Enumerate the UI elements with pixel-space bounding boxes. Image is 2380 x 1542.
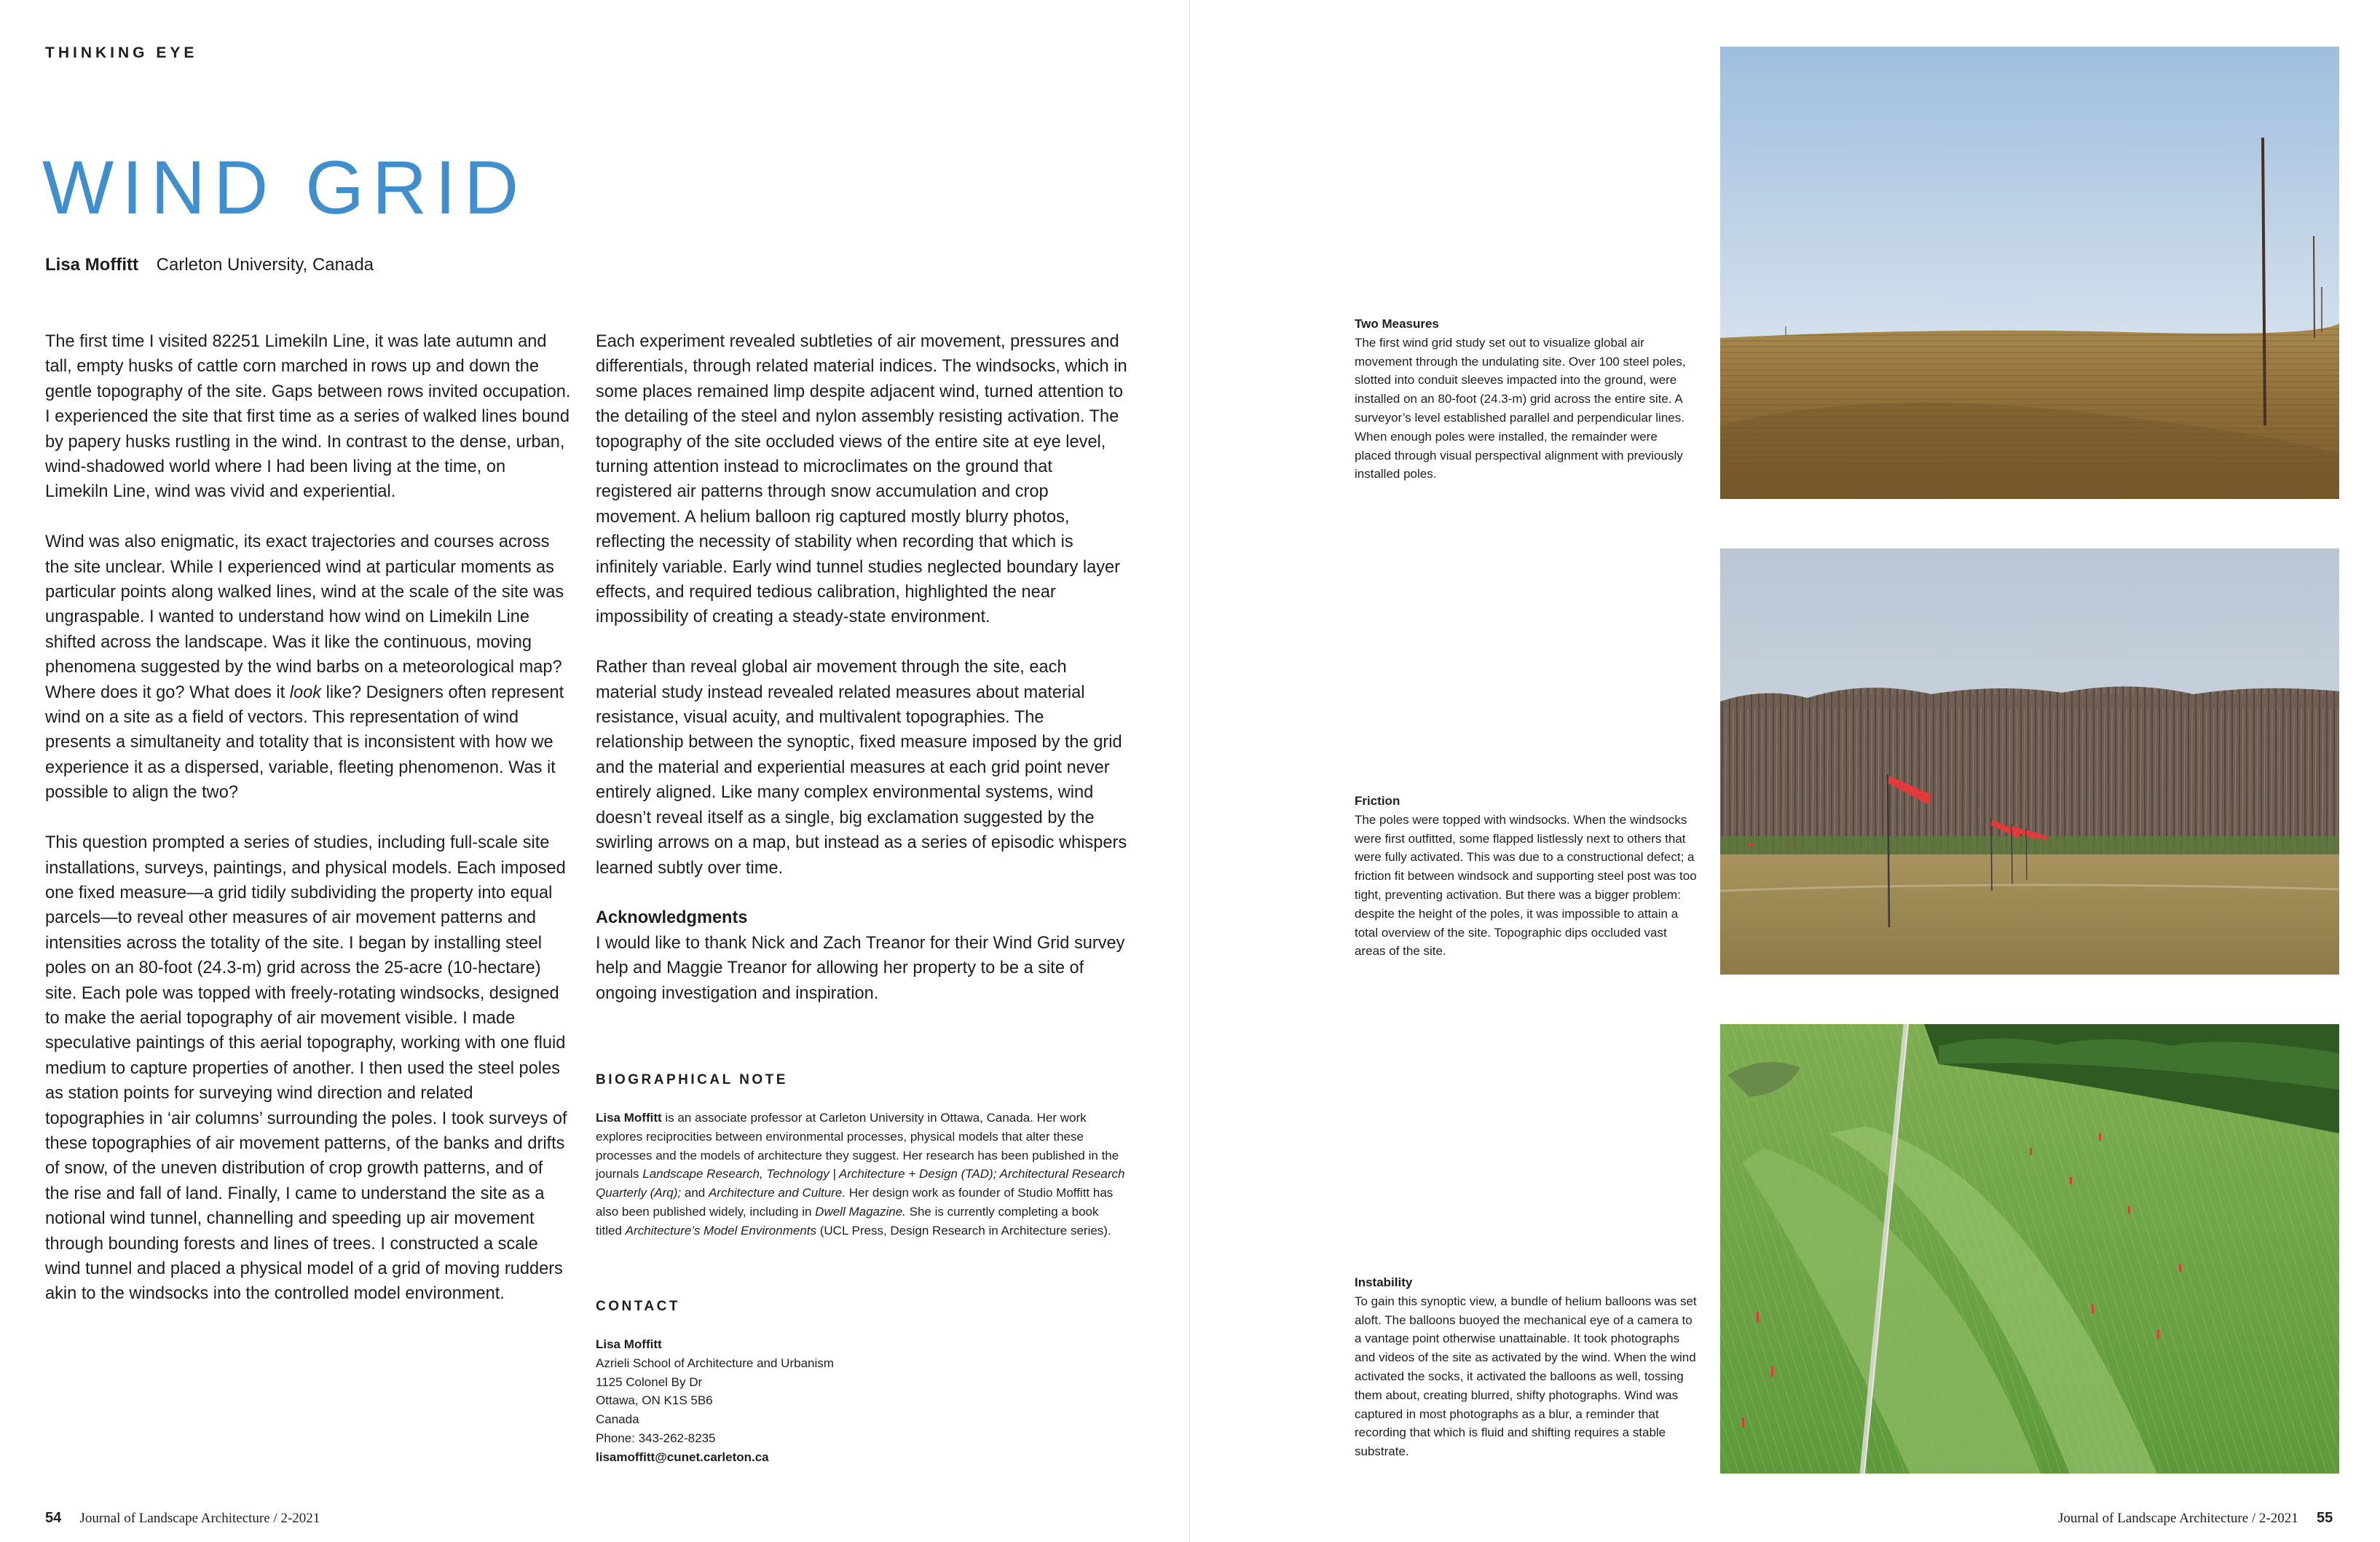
page-number-right: 55 [2317,1510,2333,1526]
contact-line: Azrieli School of Architecture and Urbanism [596,1356,834,1370]
body-paragraph: The first time I visited 82251 Limekiln Line, it was late autumn and tall, empty husks of cattle corn marched in rows up and down the gentle topography of the site. Gaps between rows invited occupation. I experienced the site that first time as a series of walked lines bound by papery husks rustling in the wind. In contrast to the dense, urban, wind-shadowed world where I had been living at the time, on Limekiln Line, wind was vivid and experiential. [45,332,571,502]
caption-instability [1355,1273,1697,1461]
contact-name: Lisa Moffitt [596,1337,662,1351]
photo-aerial-field [1720,1024,2339,1474]
body-column-1 [45,329,571,1331]
footer-left [45,1510,320,1527]
page-number-left: 54 [45,1510,62,1526]
caption-two-measures [1355,315,1697,484]
caption-title: Two Measures [1355,317,1439,331]
bio-text: Lisa Moffitt is an associate professor at Carleton University in Ottawa, Canada. Her work explores reciprocities between environmental processes, physical models that alter these processes and the models of architecture they suggest. Her research has been published in the journals Landscape Research, Technology | Architecture + Design (TAD); Architectural Research Quarterly (Arq); and Architecture and Culture. Her design work as founder of Studio Moffitt has also been published widely, including in Dwell Magazine. She is currently completing a book titled Architecture’s Model Environments (UCL Press, Design Research in Architecture series). [596,1111,1125,1238]
body-paragraph: This question prompted a series of studies, including full-scale site installations, surveys, paintings, and physical models. Each imposed one fixed measure—a grid tidily subdividing the property into equal parcels—to reveal other measures of air movement patterns and intensities across the totality of the site. I began by installing steel poles on an 80-foot (24.3-m) grid across the 25-acre (10-hectare) site. Each pole was topped with freely-rotating windsocks, designed to make the aerial topography of air movement visible. I made speculative paintings of this aerial topography, working with one fluid medium to capture properties of another. I then used the steel poles as station points for surveying wind direction and related topographies in ‘air columns’ surrounding the poles. I took surveys of these topographies of air movement patterns, of the banks and drifts of snow, of the uneven distribution of crop growth patterns, and of the rise and fall of land. Finally, I came to understand the site as a notional wind tunnel, channelling and speeding up air movement through bounding forests and lines of trees. I constructed a scale wind tunnel and placed a physical model of a grid of moving rudders akin to the windsocks into the controlled model environment. [45,833,567,1304]
body-paragraph: Rather than reveal global air movement through the site, each material study instead revealed related measures about material resistance, visual acuity, and multivalent topographies. The relationship between the synoptic, fixed measure imposed by the grid and the material and experiential measures at each grid point never entirely aligned. Like many complex environmental systems, wind doesn’t reveal itself as a single, big exclamation suggested by the swirling arrows on a map, but instead as a series of episodic whispers learned subtly over time. [596,658,1127,878]
journal-name: Journal of Landscape Architecture / 2-2021 [79,1511,320,1526]
caption-text: The poles were topped with windsocks. When the windsocks were first outfitted, some flapped listlessly next to others that were fully activated. This was due to a constructional defect; a friction fit between windsock and supporting steel post was too tight, preventing activation. But there was a bigger problem: despite the height of the poles, it was impossible to attain a total overview of the site. Topographic dips occluded vast areas of the site. [1355,812,1697,959]
byline [45,255,374,275]
body-paragraph: Wind was also enigmatic, its exact trajectories and courses across the site unclear. While I experienced wind at particular moments as particular points along walked lines, wind at the scale of the site was ungraspable. I wanted to understand how wind on Limekiln Line shifted across the landscape. Was it like the continuous, moving phenomena suggested by the wind barbs on a meteorological map? Where does it go? What does it look like? Designers often represent wind on a site as a field of vectors. This representation of wind presents a simultaneity and totality that is inconsistent with how we experience it as a dispersed, variable, fleeting phenomenon. Was it possible to align the two? [45,532,564,803]
photo-windsocks [1720,548,2339,975]
contact-line: Canada [596,1412,639,1427]
caption-friction [1355,792,1697,961]
photo-field-poles [1720,47,2339,499]
acknowledgments-text: I would like to thank Nick and Zach Treanor for their Wind Grid survey help and Maggie Treanor for allowing her property to be a site of ongoing investigation and inspiration. [596,933,1125,1003]
article-title: WIND GRID [42,146,527,230]
contact-line: Phone: 343-262-8235 [596,1431,716,1445]
author-affiliation: Carleton University, Canada [156,255,374,275]
bio-heading: BIOGRAPHICAL NOTE [596,1072,788,1087]
journal-name: Journal of Landscape Architecture / 2-2021 [2058,1511,2298,1526]
contact-line: Ottawa, ON K1S 5B6 [596,1393,713,1408]
section-label: THINKING EYE [45,44,198,61]
contact-block [596,1335,1127,1467]
contact-heading: CONTACT [596,1299,680,1314]
acknowledgments-heading: Acknowledgments [596,908,748,928]
contact-line: 1125 Colonel By Dr [596,1374,703,1389]
caption-text: To gain this synoptic view, a bundle of helium balloons was set aloft. The balloons buoyed the mechanical eye of a camera to a vantage point otherwise unattainable. It took photographs and videos of the site as activated by the wind. When the wind activated the socks, it activated the balloons as well, tossing them about, creating blurred, shifty photographs. Wind was captured in most photographs as a blur, a reminder that recording that which is fluid and shifting requires a stable substrate. [1355,1294,1697,1459]
contact-email[interactable]: lisamoffitt@cunet.carleton.ca [596,1449,769,1464]
body-column-2 [596,329,1127,1006]
footer-right [2058,1510,2333,1527]
body-paragraph: Each experiment revealed subtleties of air movement, pressures and differentials, through related material indices. The windsocks, which in some places remained limp despite adjacent wind, turned attention to the detailing of the steel and nylon assembly resisting activation. The topography of the site occluded views of the entire site at eye level, turning attention instead to microclimates on the ground that registered air patterns through snow accumulation and crop movement. A helium balloon rig captured mostly blurry photos, reflecting the necessity of stability when recording that which is infinitely variable. Early wind tunnel studies neglected boundary layer effects, and required tedious calibration, highlighted the near impossibility of creating a steady-state environment. [596,332,1127,627]
author-name: Lisa Moffitt [45,255,138,275]
caption-title: Friction [1355,794,1400,808]
caption-title: Instability [1355,1275,1413,1289]
caption-text: The first wind grid study set out to visualize global air movement through the undulating site. Over 100 steel poles, slotted into conduit sleeves impacted into the ground, were installed on an 80-foot (24.3-m) grid across the entire site. A surveyor’s level established parallel and perpendicular lines. When enough poles were installed, the remainder were placed through visual perspectival alignment with previously installed poles. [1355,335,1686,481]
